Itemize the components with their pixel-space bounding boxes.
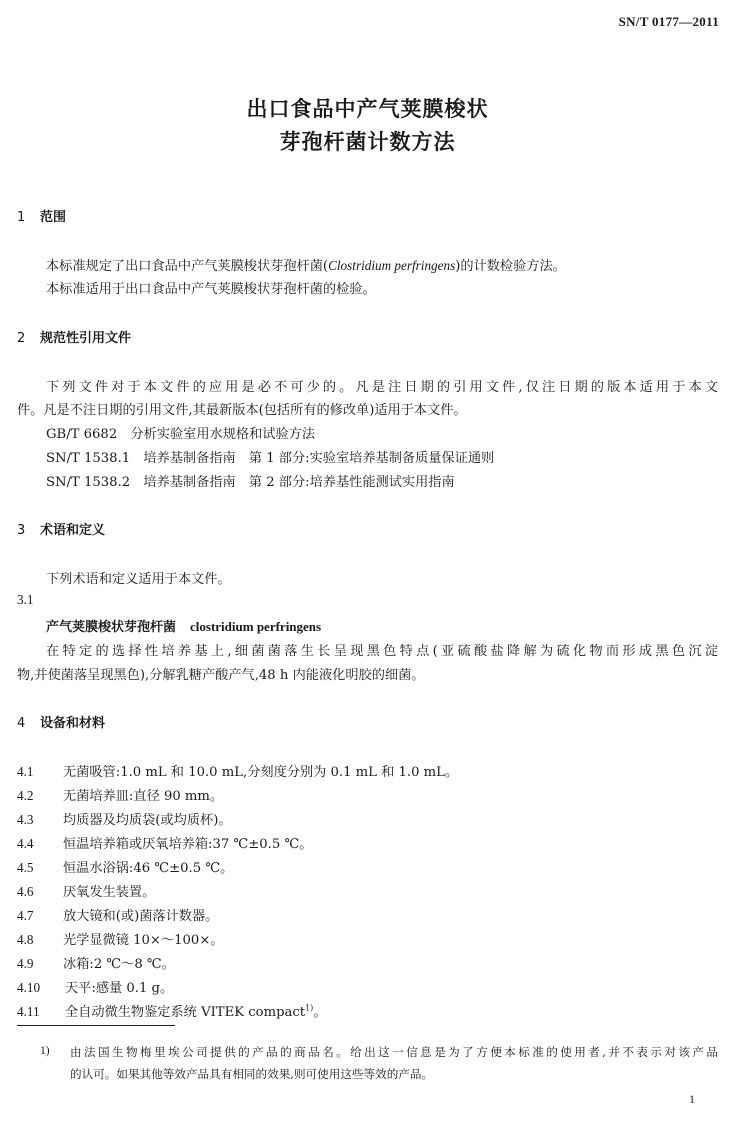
equipment-item: 4.6 厌氧发生装置。 — [17, 884, 156, 900]
footnote-line2: 的认可。如果其他等效产品具有相同的效果,则可使用这些等效的产品。 — [70, 1067, 434, 1081]
footnote-mark: 1) — [40, 1044, 50, 1057]
term-english: clostridium perfringens — [190, 619, 322, 634]
scope-paragraph-1: 本标准规定了出口食品中产气荚膜梭状芽孢杆菌(Clostridium perfringens)的计数检验方法。 — [46, 258, 566, 274]
term-definition-line2: 物,并使菌落呈现黑色),分解乳糖产酸产气,48 h 内能液化明胶的细菌。 — [17, 668, 425, 683]
section-title: 范围 — [40, 210, 67, 225]
terms-intro: 下列术语和定义适用于本文件。 — [46, 572, 231, 587]
term-number: 3.1 — [17, 592, 34, 607]
section-title: 术语和定义 — [40, 523, 106, 538]
document-title-line2: 芽孢杆菌计数方法 — [279, 130, 456, 154]
footnote-line1: 由法国生物梅里埃公司提供的产品的商品名。给出这一信息是为了方便本标准的使用者,并不表示对该产品 — [70, 1045, 718, 1059]
term-chinese: 产气荚膜梭状芽孢杆菌 — [46, 620, 177, 635]
section-number: 2 — [17, 331, 26, 346]
reference-item: SN/T 1538.2 培养基制备指南 第 2 部分:培养基性能测试实用指南 — [46, 475, 455, 490]
equipment-item: 4.9 冰箱:2 ℃～8 ℃。 — [17, 956, 175, 972]
page-number: 1 — [689, 1092, 695, 1106]
species-name: Clostridium perfringens — [328, 258, 456, 273]
section-title: 设备和材料 — [40, 716, 106, 731]
document-title-line1: 出口食品中产气荚膜梭状 — [246, 97, 489, 121]
standard-code: SN/T 0177—2011 — [618, 14, 719, 29]
equipment-item: 4.10 天平:感量 0.1 g。 — [17, 980, 174, 996]
equipment-item: 4.5 恒温水浴锅:46 ℃±0.5 ℃。 — [17, 860, 234, 876]
equipment-item: 4.2 无菌培养皿:直径 90 mm。 — [17, 788, 224, 804]
equipment-item: 4.7 放大镜和(或)菌落计数器。 — [17, 908, 219, 924]
term-entry — [46, 616, 321, 635]
equipment-item: 4.4 恒温培养箱或厌氧培养箱:37 ℃±0.5 ℃。 — [17, 836, 313, 852]
footnote-reference: 1) — [305, 1003, 314, 1013]
section-3-heading — [17, 519, 105, 538]
scope-paragraph-2: 本标准适用于出口食品中产气荚膜梭状芽孢杆菌的检验。 — [46, 282, 376, 297]
footnote-separator — [17, 1025, 175, 1026]
equipment-item: 4.3 均质器及均质袋(或均质杯)。 — [17, 812, 232, 828]
reference-item: GB/T 6682 分析实验室用水规格和试验方法 — [46, 427, 316, 442]
section-number: 4 — [17, 716, 26, 731]
section-number: 1 — [17, 210, 26, 225]
section-title: 规范性引用文件 — [40, 331, 132, 346]
reference-item: SN/T 1538.1 培养基制备指南 第 1 部分:实验室培养基制备质量保证通则 — [46, 451, 495, 466]
references-intro-line2: 件。凡是不注日期的引用文件,其最新版本(包括所有的修改单)适用于本文件。 — [17, 403, 467, 418]
equipment-item: 4.11 全自动微生物鉴定系统 VITEK compact$^{1)}$。 — [17, 1003, 327, 1020]
section-number: 3 — [17, 523, 26, 538]
term-definition-line1: 在特定的选择性培养基上,细菌菌落生长呈现黑色特点(亚硫酸盐降解为硫化物而形成黑色沉淀 — [46, 644, 718, 659]
section-2-heading — [17, 327, 131, 346]
section-1-heading — [17, 206, 66, 225]
equipment-item: 4.1 无菌吸管:1.0 mL 和 10.0 mL,分刻度分别为 0.1 mL 和 1.0 mL。 — [17, 764, 459, 780]
references-intro-line1: 下列文件对于本文件的应用是必不可少的。凡是注日期的引用文件,仅注日期的版本适用于本文 — [46, 380, 718, 395]
section-4-heading — [17, 712, 105, 731]
equipment-item: 4.8 光学显微镜 10×～100×。 — [17, 932, 224, 948]
